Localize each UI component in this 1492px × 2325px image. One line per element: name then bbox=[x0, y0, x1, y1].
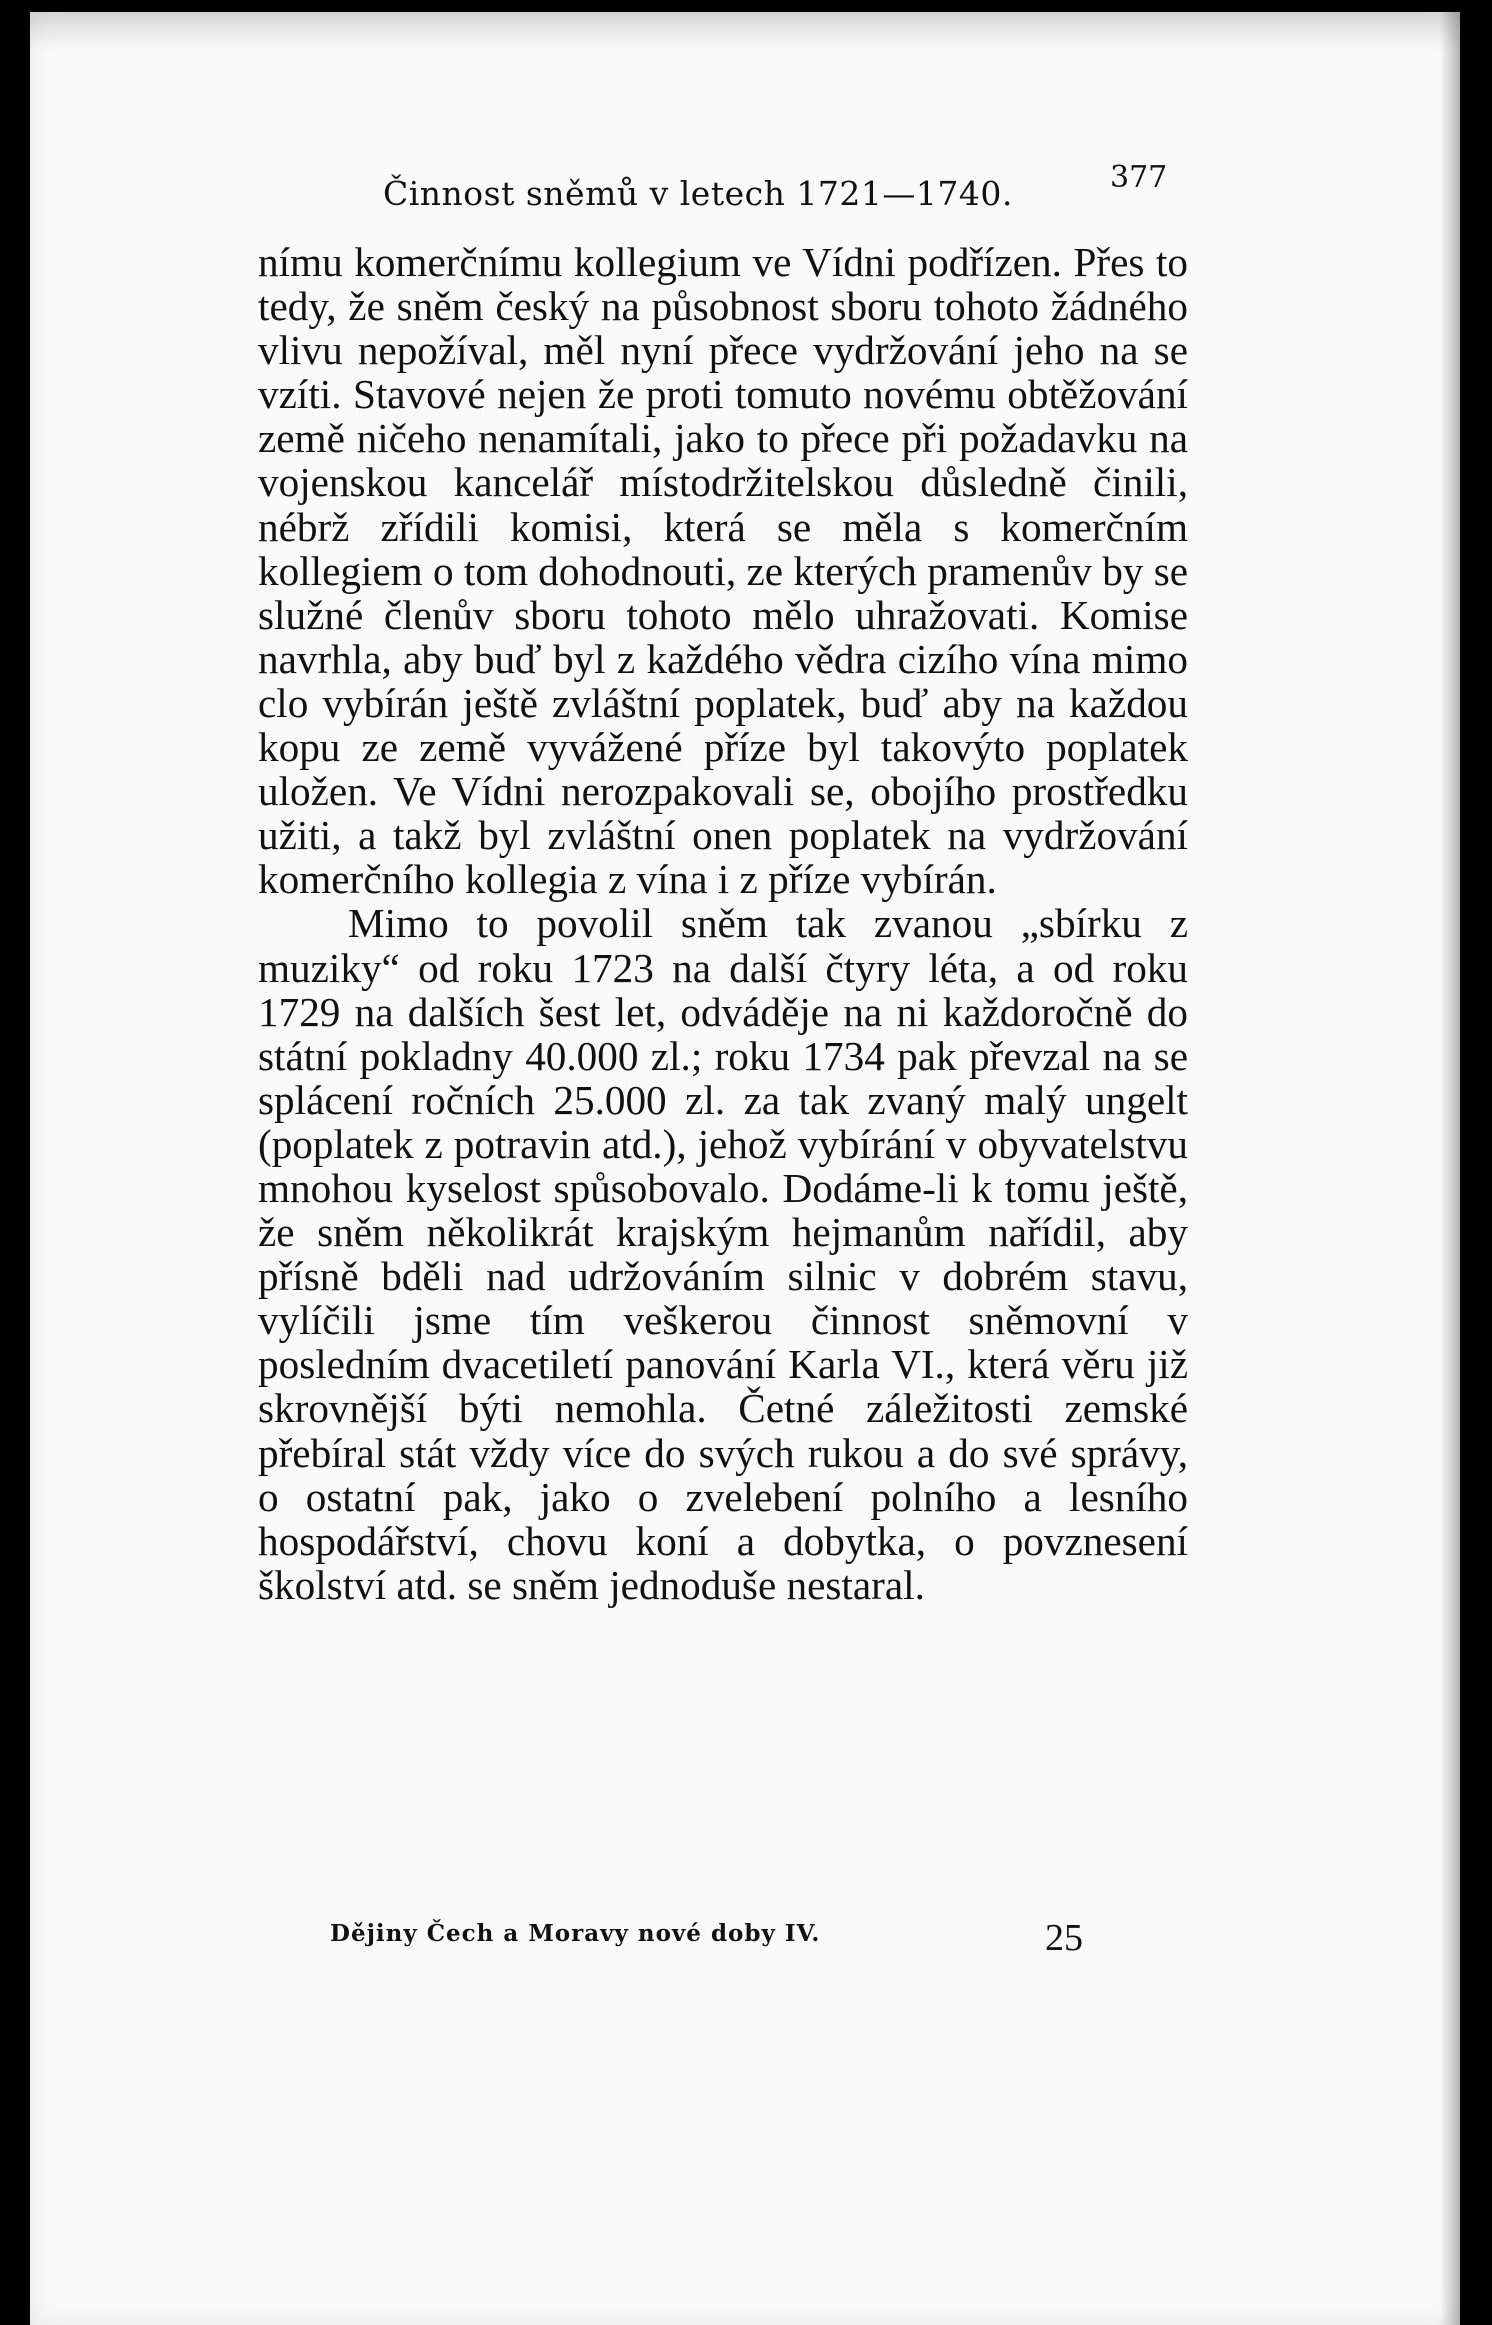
printer-signature: Dějiny Čech a Moravy nové doby IV. bbox=[330, 1920, 821, 1947]
body-text bbox=[258, 240, 1188, 1607]
page-number: 377 bbox=[1110, 160, 1168, 195]
paragraph: nímu komerčnímu kollegium ve Vídni podřízen. Přes to tedy, že sněm český na působnost sboru tohoto žádného vlivu nepožíval, měl nyní přece vydržování jeho na se vzíti. Stavové nejen že proti tomuto novému obtěžování země ničeho nenamítali, jako to přece při požadavku na vojenskou kancelář místodržitelskou důsledně činili, nébrž zřídili komisi, která se měla s komerčním kollegiem o tom dohodnouti, ze kterých pramenův by se služné členův sboru tohoto mělo uhražovati. Komise navrhla, aby buď byl z každého vědra cizího vína mimo clo vybírán ještě zvláštní poplatek, buď aby na každou kopu ze země vyvážené příze byl takovýto poplatek uložen. Ve Vídni nerozpakovali se, obojího prostředku užiti, a takž byl zvláštní onen poplatek na vydržování komerčního kollegia z vína i z příze vybírán. bbox=[258, 239, 1188, 903]
scan-shadow-right bbox=[1440, 12, 1460, 2325]
scan-shadow-top bbox=[30, 12, 1460, 52]
paragraph: Mimo to povolil sněm tak zvanou „sbírku z muziky“ od roku 1723 na další čtyry léta, a od roku 1729 na dalších šest let, odváděje na ni každoročně do státní pokladny 40.000 zl.; roku 1734 pak převzal na se splácení ročních 25.000 zl. za tak zvaný malý ungelt (poplatek z potravin atd.), jehož vybírání v obyvatelstvu mnohou kyselost spůsobovalo. Dodáme-li k tomu ještě, že sněm několikrát krajským hejmanům nařídil, aby přísně bděli nad udržováním silnic v dobrém stavu, vylíčili jsme tím veškerou činnost sněmovní v posledním dvacetiletí panování Karla VI., která věru již skrovnější býti nemohla. Četné záležitosti zemské přebíral stát vždy více do svých rukou a do své správy, o ostatní pak, jako o zvelebení polního a lesního hospodářství, chovu koní a dobytka, o povznesení školství atd. se sněm jednoduše nestaral. bbox=[258, 900, 1188, 1608]
sheet-number: 25 bbox=[1045, 1917, 1083, 1959]
running-title: Činnost sněmů v letech 1721—1740. bbox=[383, 174, 1013, 213]
